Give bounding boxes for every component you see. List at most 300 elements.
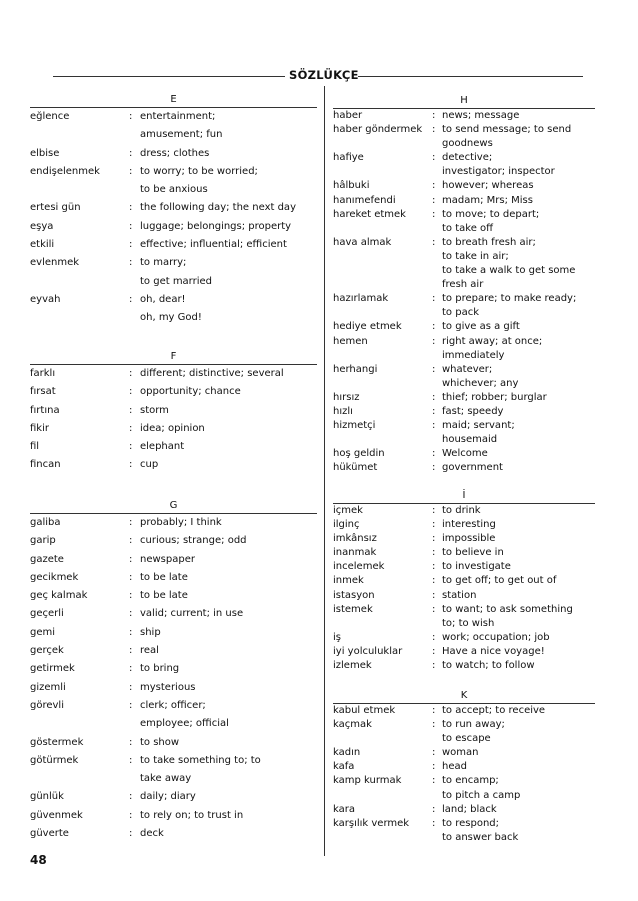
definition-line: storm	[140, 404, 169, 416]
definition-line: opportunity; chance	[140, 386, 241, 398]
entry-list	[333, 504, 595, 673]
entry-definition	[140, 365, 317, 383]
dictionary-entry	[30, 383, 317, 401]
dictionary-entry	[333, 179, 595, 193]
entry-definition	[140, 514, 317, 532]
definition-line: amusement; fun	[140, 129, 223, 141]
dictionary-entry	[333, 419, 595, 447]
dictionary-entry	[30, 679, 317, 697]
entry-definition	[140, 734, 317, 752]
definition-line: curious; strange; odd	[140, 535, 247, 547]
entry-list	[333, 109, 595, 475]
entry-list	[30, 108, 317, 328]
entry-separator: :	[129, 257, 133, 269]
entry-word: elbise	[30, 147, 60, 159]
dictionary-entry	[333, 817, 595, 845]
definition-line: oh, dear!	[140, 293, 186, 305]
entry-definition	[140, 697, 317, 734]
entry-separator: :	[129, 422, 133, 434]
definition-line: maid; servant;	[442, 420, 515, 432]
section-letter: H	[460, 95, 468, 106]
entry-definition	[442, 574, 595, 588]
entry-definition	[140, 551, 317, 569]
dictionary-entry	[30, 697, 317, 734]
entry-separator: :	[129, 293, 133, 305]
entry-definition	[140, 679, 317, 697]
entry-definition	[442, 631, 595, 645]
entry-separator: :	[129, 645, 133, 657]
dictionary-entry	[333, 335, 595, 363]
entry-definition	[442, 704, 595, 718]
entry-definition	[442, 461, 595, 475]
page-number: 48	[30, 853, 47, 867]
section-i	[333, 490, 595, 673]
entry-word: gecikmek	[30, 571, 79, 583]
entry-separator: :	[432, 575, 436, 587]
entry-separator: :	[432, 705, 436, 716]
dictionary-entry	[333, 704, 595, 718]
definition-line: effective; influential; efficient	[140, 239, 287, 251]
dictionary-entry	[30, 108, 317, 145]
entry-definition	[442, 774, 595, 802]
entry-word: fincan	[30, 459, 61, 471]
entry-word: güvenmek	[30, 809, 83, 821]
entry-word: gizemli	[30, 681, 66, 693]
definition-line: whichever; any	[442, 377, 519, 389]
entry-word: eğlence	[30, 111, 70, 122]
dictionary-entry	[30, 551, 317, 569]
definition-line: work; occupation; job	[442, 631, 550, 643]
definition-line: daily; diary	[140, 791, 196, 803]
definition-line: Welcome	[442, 448, 488, 460]
entry-word: hazırlamak	[333, 293, 389, 305]
definition-line: to get married	[140, 275, 213, 287]
definition-line: to want; to ask something	[442, 603, 573, 615]
definition-line: thief; robber; burglar	[442, 391, 547, 403]
entry-separator: :	[432, 631, 436, 643]
entry-word: günlük	[30, 791, 64, 803]
entry-separator: :	[129, 553, 133, 565]
definition-line: fresh air	[442, 279, 484, 291]
entry-word: izlemek	[333, 660, 372, 672]
entry-definition	[442, 760, 595, 774]
entry-separator: :	[432, 533, 436, 545]
definition-line: mysterious	[140, 681, 196, 693]
entry-definition	[442, 504, 595, 518]
dictionary-entry	[333, 746, 595, 760]
dictionary-entry	[333, 574, 595, 588]
entry-separator: :	[129, 147, 133, 159]
entry-definition	[442, 151, 595, 179]
definition-line: to breath fresh air;	[442, 236, 536, 248]
definition-line: government	[442, 462, 503, 474]
entry-separator: :	[432, 462, 436, 474]
definition-line: to prepare; to make ready;	[442, 293, 577, 305]
entry-word: inmek	[333, 575, 364, 587]
entry-word: geçerli	[30, 608, 64, 620]
section-letter: İ	[462, 490, 466, 501]
entry-word: endişelenmek	[30, 165, 100, 177]
entry-definition	[442, 236, 595, 292]
entry-separator: :	[129, 368, 133, 379]
dictionary-entry	[30, 514, 317, 532]
entry-list	[30, 514, 317, 843]
entry-definition	[442, 391, 595, 405]
entry-word: fırtına	[30, 404, 60, 416]
entry-definition	[140, 163, 317, 200]
entry-word: ertesi gün	[30, 202, 81, 214]
entry-word: kadın	[333, 747, 361, 759]
entry-word: gemi	[30, 626, 56, 638]
dictionary-entry	[30, 420, 317, 438]
section-f	[30, 351, 317, 475]
entry-separator: :	[129, 754, 133, 766]
section-letter: F	[170, 351, 177, 362]
definition-line: detective;	[442, 152, 493, 164]
definition-line: take away	[140, 773, 192, 785]
entry-separator: :	[129, 386, 133, 398]
definition-line: deck	[140, 828, 164, 840]
entry-list	[333, 704, 595, 845]
entry-word: götürmek	[30, 754, 79, 766]
dictionary-entry	[30, 145, 317, 163]
entry-separator: :	[129, 441, 133, 453]
entry-word: imkânsız	[333, 533, 377, 545]
entry-definition	[442, 320, 595, 334]
entry-word: haber	[333, 110, 363, 121]
entry-word: haber göndermek	[333, 124, 423, 136]
definition-line: to run away;	[442, 719, 505, 731]
entry-separator: :	[432, 775, 436, 787]
dictionary-entry	[30, 218, 317, 236]
entry-word: hava almak	[333, 236, 392, 248]
dictionary-entry	[333, 363, 595, 391]
entry-definition	[442, 546, 595, 560]
entry-word: hizmetçi	[333, 420, 376, 432]
definition-line: to show	[140, 736, 180, 748]
entry-separator: :	[432, 519, 436, 531]
definition-line: housemaid	[442, 434, 498, 446]
entry-word: hanımefendi	[333, 194, 396, 206]
entry-word: garip	[30, 535, 56, 547]
page-title: SÖZLÜKÇE	[289, 68, 359, 82]
entry-word: karşılık vermek	[333, 817, 410, 829]
entry-separator: :	[432, 110, 436, 121]
section-k	[333, 690, 595, 845]
page-header	[53, 68, 583, 84]
definition-line: goodnews	[442, 138, 493, 150]
dictionary-entry	[333, 603, 595, 631]
entry-separator: :	[432, 208, 436, 220]
entry-definition	[442, 518, 595, 532]
dictionary-entry	[30, 624, 317, 642]
entry-separator: :	[432, 803, 436, 815]
definition-line: head	[442, 761, 467, 773]
entry-separator: :	[129, 165, 133, 177]
entry-word: hırsız	[333, 391, 360, 403]
definition-line: to give as a gift	[442, 321, 520, 333]
dictionary-entry	[333, 718, 595, 746]
entry-word: istemek	[333, 603, 373, 615]
dictionary-entry	[30, 163, 317, 200]
entry-definition	[442, 363, 595, 391]
definition-line: to move; to depart;	[442, 208, 540, 220]
entry-word: gazete	[30, 553, 64, 565]
entry-definition	[442, 447, 595, 461]
entry-separator: :	[432, 194, 436, 206]
dictionary-entry	[30, 254, 317, 291]
section-letter: E	[170, 94, 177, 105]
entry-word: inanmak	[333, 547, 377, 559]
definition-line: to rely on; to trust in	[140, 809, 244, 821]
entry-definition	[442, 194, 595, 208]
entry-separator: :	[432, 645, 436, 657]
dictionary-entry	[30, 199, 317, 217]
definition-line: to watch; to follow	[442, 660, 535, 672]
entry-separator: :	[129, 809, 133, 821]
entry-separator: :	[129, 791, 133, 803]
entry-word: iyi yolculuklar	[333, 645, 403, 657]
dictionary-entry	[333, 109, 595, 123]
entry-word: güverte	[30, 828, 69, 840]
entry-definition	[442, 292, 595, 320]
entry-definition	[140, 825, 317, 843]
dictionary-entry	[333, 518, 595, 532]
entry-separator: :	[432, 603, 436, 615]
entry-definition	[442, 817, 595, 845]
entry-definition	[442, 603, 595, 631]
dictionary-entry	[333, 447, 595, 461]
definition-line: clerk; officer;	[140, 699, 206, 711]
dictionary-entry	[30, 402, 317, 420]
entry-word: fikir	[30, 422, 49, 434]
entry-separator: :	[432, 236, 436, 248]
dictionary-entry	[333, 803, 595, 817]
dictionary-entry	[333, 292, 595, 320]
dictionary-entry	[30, 236, 317, 254]
entry-definition	[442, 560, 595, 574]
definition-line: real	[140, 645, 159, 657]
dictionary-entry	[333, 208, 595, 236]
entry-separator: :	[129, 404, 133, 416]
entry-word: etkili	[30, 239, 55, 251]
dictionary-entry	[333, 560, 595, 574]
entry-definition	[442, 718, 595, 746]
entry-separator: :	[432, 420, 436, 432]
entry-word: farklı	[30, 368, 56, 379]
definition-line: investigator; inspector	[442, 166, 555, 178]
entry-word: hoş geldin	[333, 448, 385, 460]
entry-word: kabul etmek	[333, 705, 396, 716]
entry-list	[30, 365, 317, 475]
dictionary-entry	[30, 642, 317, 660]
entry-word: gerçek	[30, 645, 64, 657]
entry-definition	[140, 236, 317, 254]
dictionary-entry	[333, 236, 595, 292]
definition-line: to take off	[442, 222, 494, 234]
dictionary-entry	[333, 391, 595, 405]
dictionary-entry	[30, 825, 317, 843]
dictionary-entry	[333, 760, 595, 774]
entry-separator: :	[432, 547, 436, 559]
dictionary-entry	[333, 151, 595, 179]
entry-definition	[140, 807, 317, 825]
entry-definition	[442, 419, 595, 447]
entry-definition	[140, 660, 317, 678]
entry-word: herhangi	[333, 363, 378, 375]
definition-line: to encamp;	[442, 775, 499, 787]
entry-separator: :	[129, 220, 133, 232]
entry-separator: :	[129, 535, 133, 547]
entry-definition	[140, 642, 317, 660]
dictionary-entry	[333, 546, 595, 560]
entry-separator: :	[432, 363, 436, 375]
dictionary-entry	[30, 438, 317, 456]
definition-line: impossible	[442, 533, 496, 545]
entry-definition	[442, 123, 595, 151]
entry-separator: :	[432, 719, 436, 731]
dictionary-entry	[30, 456, 317, 474]
entry-separator: :	[432, 660, 436, 672]
definition-line: madam; Mrs; Miss	[442, 194, 533, 206]
definition-line: elephant	[140, 441, 185, 453]
entry-definition	[442, 405, 595, 419]
entry-word: iş	[333, 631, 341, 643]
entry-definition	[442, 746, 595, 760]
dictionary-entry	[30, 587, 317, 605]
entry-word: göstermek	[30, 736, 84, 748]
entry-separator: :	[432, 321, 436, 333]
entry-word: galiba	[30, 517, 61, 528]
dictionary-entry	[30, 752, 317, 789]
definition-line: to respond;	[442, 817, 499, 829]
dictionary-entry	[333, 532, 595, 546]
definition-line: different; distinctive; several	[140, 368, 284, 379]
section-h	[333, 95, 595, 475]
definition-line: to send message; to send	[442, 124, 572, 136]
section-g	[30, 500, 317, 843]
entry-word: evlenmek	[30, 257, 80, 269]
entry-definition	[442, 645, 595, 659]
entry-word: geç kalmak	[30, 590, 88, 602]
entry-definition	[140, 605, 317, 623]
entry-word: incelemek	[333, 561, 385, 573]
entry-word: eyvah	[30, 293, 61, 305]
dictionary-entry	[333, 504, 595, 518]
entry-word: kara	[333, 803, 355, 815]
entry-separator: :	[129, 111, 133, 122]
definition-line: however; whereas	[442, 180, 534, 192]
definition-line: news; message	[442, 110, 520, 121]
entry-separator: :	[129, 571, 133, 583]
entry-separator: :	[432, 448, 436, 460]
entry-word: görevli	[30, 699, 64, 711]
definition-line: luggage; belongings; property	[140, 220, 292, 232]
definition-line: cup	[140, 459, 159, 471]
definition-line: Have a nice voyage!	[442, 645, 545, 657]
entry-word: kaçmak	[333, 719, 372, 731]
entry-separator: :	[129, 202, 133, 214]
entry-separator: :	[432, 761, 436, 773]
entry-definition	[140, 254, 317, 291]
definition-line: to answer back	[442, 831, 519, 843]
entry-separator: :	[432, 124, 436, 136]
definition-line: to accept; to receive	[442, 705, 546, 716]
entry-separator: :	[432, 589, 436, 601]
definition-line: probably; I think	[140, 517, 222, 528]
entry-word: fil	[30, 441, 40, 453]
dictionary-entry	[333, 631, 595, 645]
definition-line: right away; at once;	[442, 335, 543, 347]
entry-definition	[140, 438, 317, 456]
entry-word: ilginç	[333, 519, 360, 531]
entry-separator: :	[432, 391, 436, 403]
definition-line: to be late	[140, 590, 188, 602]
definition-line: dress; clothes	[140, 147, 210, 159]
definition-line: to get off; to get out of	[442, 575, 557, 587]
dictionary-entry	[333, 659, 595, 673]
definition-line: employee; official	[140, 718, 229, 730]
dictionary-entry	[30, 365, 317, 383]
section-e	[30, 94, 317, 328]
dictionary-entry	[333, 405, 595, 419]
definition-line: interesting	[442, 519, 496, 531]
definition-line: immediately	[442, 349, 505, 361]
definition-line: fast; speedy	[442, 405, 504, 417]
dictionary-entry	[30, 569, 317, 587]
definition-line: to worry; to be worried;	[140, 165, 258, 177]
definition-line: to; to wish	[442, 617, 495, 629]
entry-word: kafa	[333, 761, 355, 773]
entry-word: hafiye	[333, 152, 364, 164]
entry-separator: :	[129, 736, 133, 748]
dictionary-entry	[333, 194, 595, 208]
entry-definition	[140, 383, 317, 401]
entry-separator: :	[129, 699, 133, 711]
entry-separator: :	[432, 405, 436, 417]
dictionary-entry	[333, 645, 595, 659]
entry-definition	[140, 624, 317, 642]
dictionary-entry	[30, 660, 317, 678]
dictionary-entry	[333, 461, 595, 475]
entry-definition	[442, 803, 595, 817]
entry-definition	[140, 788, 317, 806]
dictionary-entry	[30, 788, 317, 806]
entry-word: hediye etmek	[333, 321, 402, 333]
entry-separator: :	[129, 239, 133, 251]
dictionary-entry	[30, 807, 317, 825]
entry-definition	[442, 179, 595, 193]
entry-definition	[442, 532, 595, 546]
entry-separator: :	[432, 505, 436, 516]
entry-word: kamp kurmak	[333, 775, 402, 787]
entry-definition	[140, 752, 317, 789]
entry-definition	[140, 420, 317, 438]
definition-line: to pack	[442, 307, 479, 319]
entry-definition	[140, 569, 317, 587]
entry-separator: :	[432, 817, 436, 829]
entry-separator: :	[432, 152, 436, 164]
entry-separator: :	[129, 626, 133, 638]
definition-line: to marry;	[140, 257, 187, 269]
entry-separator: :	[129, 517, 133, 528]
entry-word: hemen	[333, 335, 368, 347]
definition-line: station	[442, 589, 477, 601]
entry-definition	[140, 108, 317, 145]
dictionary-entry	[30, 291, 317, 328]
entry-separator: :	[129, 590, 133, 602]
entry-separator: :	[432, 180, 436, 192]
